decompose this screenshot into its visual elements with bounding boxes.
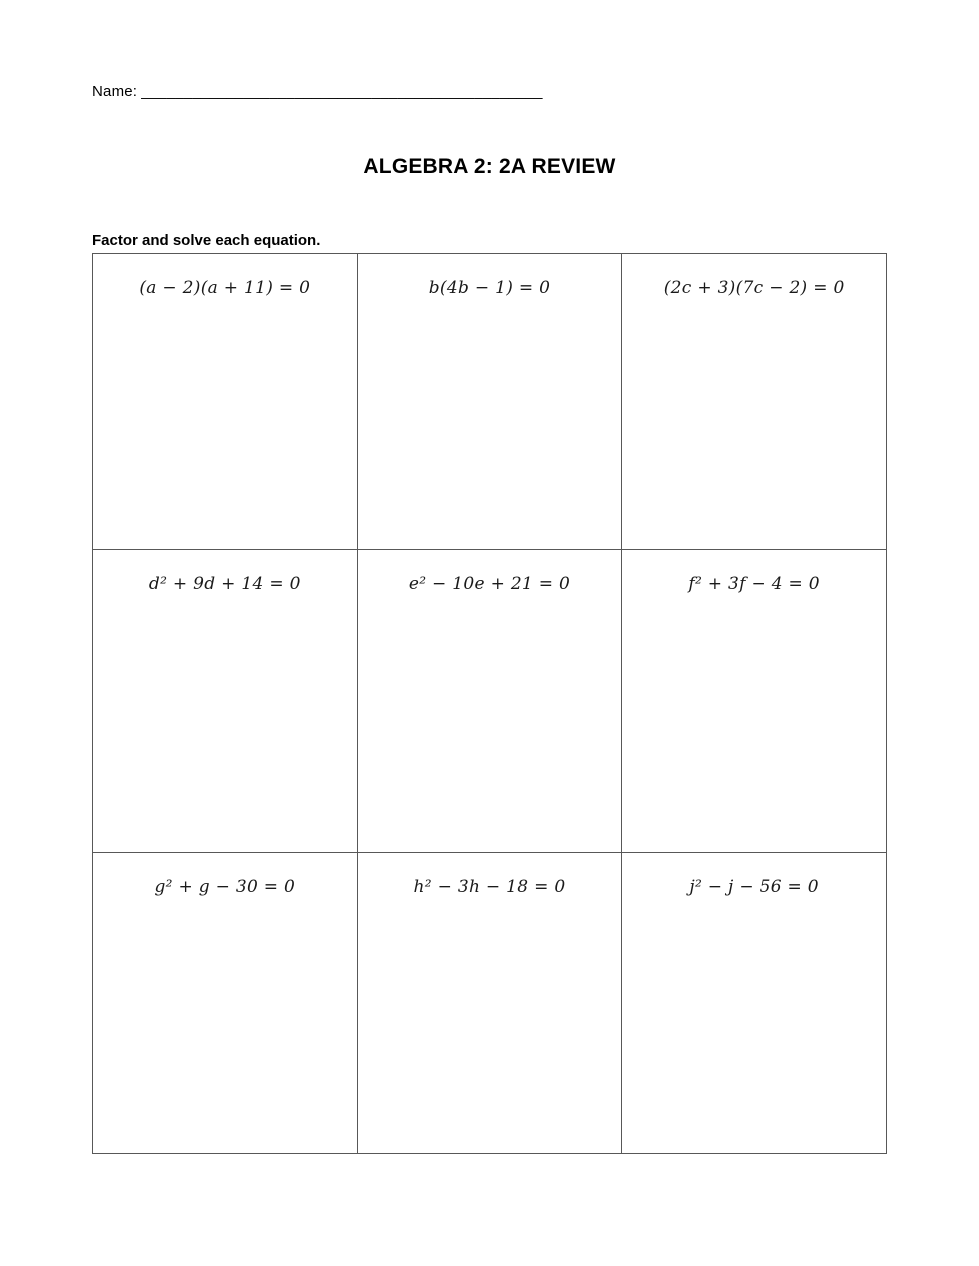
table-row xyxy=(93,550,887,853)
equation: (a − 2)(a + 11) = 0 xyxy=(139,278,311,298)
equation-cell xyxy=(357,254,622,550)
equation-cell xyxy=(93,254,358,550)
equation: j² − j − 56 = 0 xyxy=(689,877,819,897)
equation-cell xyxy=(93,550,358,853)
equation-cell xyxy=(93,853,358,1154)
equation-cell xyxy=(357,853,622,1154)
name-label: Name: xyxy=(92,83,138,100)
equation: f² + 3f − 4 = 0 xyxy=(688,574,820,594)
instruction-text: Factor and solve each equation. xyxy=(92,232,321,249)
equation-cell xyxy=(622,550,887,853)
equation: e² − 10e + 21 = 0 xyxy=(408,574,571,594)
equation: (2c + 3)(7c − 2) = 0 xyxy=(663,278,845,298)
equation: g² + g − 30 = 0 xyxy=(154,877,296,897)
equation: h² − 3h − 18 = 0 xyxy=(413,877,566,897)
table-row xyxy=(93,254,887,550)
equations-table xyxy=(92,253,887,1154)
equation-cell xyxy=(622,853,887,1154)
equation-cell xyxy=(357,550,622,853)
page-title: ALGEBRA 2: 2A REVIEW xyxy=(363,155,616,178)
equation: d² + 9d + 14 = 0 xyxy=(148,574,301,594)
name-row xyxy=(92,83,543,100)
name-blank-line: _______________________________________________ xyxy=(141,83,543,100)
equation: b(4b − 1) = 0 xyxy=(428,278,551,298)
table-row xyxy=(93,853,887,1154)
equation-cell xyxy=(622,254,887,550)
